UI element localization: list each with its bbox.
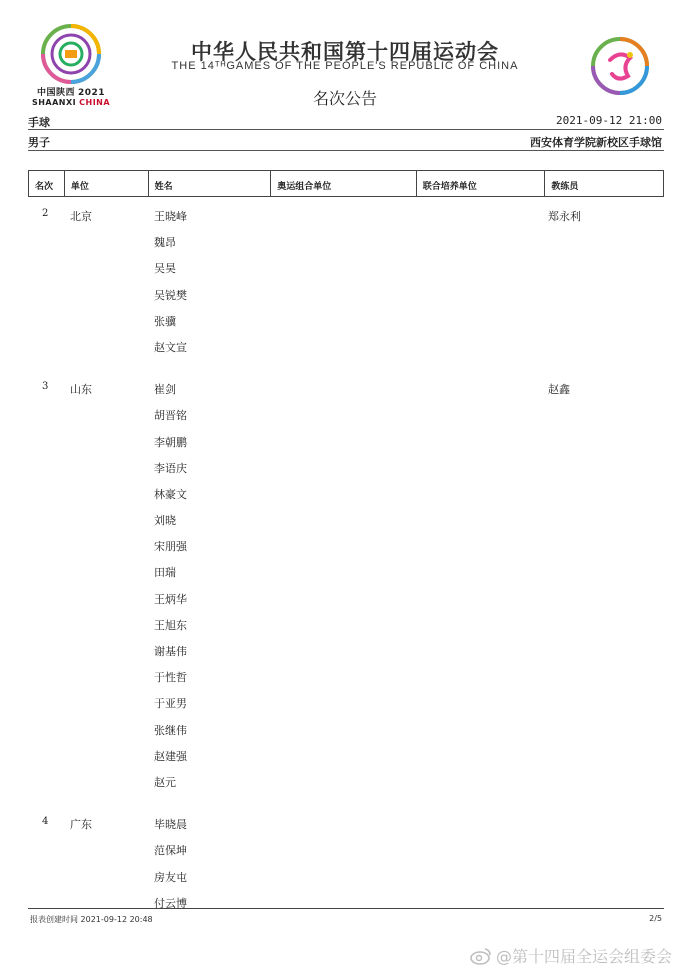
team-row [28,373,664,800]
venue-label: 西安体育学院新校区手球馆 [530,136,662,149]
unit-cell: 山东 [70,383,92,397]
sport-label: 手球 [28,116,50,129]
player-name: 赵建强 [154,749,187,763]
logo-text-year: 2021 [77,88,106,98]
player-name: 田瑞 [154,566,176,580]
table-header [28,170,664,197]
rank-cell: 4 [42,816,49,828]
report-created-time: 报表创建时间 2021-09-12 20:48 [30,915,153,924]
column-header-unit: 单位 [65,171,149,196]
coach-cell: 郑永利 [548,210,581,223]
document-title: 名次公告 [312,89,377,108]
column-header-olympic-unit: 奥运组合单位 [271,171,417,196]
team-row [28,808,664,921]
column-header-coach: 教练员 [551,182,579,192]
logo-text-en: SHAANXI [31,98,77,107]
footer-divider [28,908,664,909]
player-name: 刘晓 [154,514,176,528]
player-name: 胡晋铭 [154,409,187,423]
player-name: 魏昂 [154,236,176,250]
player-list [154,200,664,365]
watermark-text: @第十四届全运会组委会 [495,947,672,966]
player-list [154,373,664,800]
player-name: 张骥 [154,314,176,328]
team-row [28,200,664,365]
player-name: 于性哲 [154,671,187,685]
player-name: 宋朋强 [154,540,187,554]
player-name: 范保坤 [154,844,187,858]
gender-label: 男子 [28,136,50,149]
player-name: 王旭东 [154,618,187,632]
games-subtitle: THE 14ᵀᴴGAMES OF THE PEOPLE'S REPUBLIC OF CHINA [171,60,519,72]
logo-text-cn: 中国陕西 [36,88,75,98]
player-name: 房友屯 [154,870,187,884]
watermark [470,944,672,967]
player-name: 王炳华 [154,592,187,606]
player-name: 毕晓晨 [154,818,187,832]
player-name: 李语庆 [154,461,187,475]
coach-cell: 赵鑫 [548,383,570,397]
player-name: 赵元 [154,775,176,789]
player-name: 李朝鹏 [154,435,187,449]
player-name: 于亚男 [154,697,187,711]
weibo-icon [470,947,492,965]
results-table-body [28,200,664,921]
rank-cell: 2 [42,208,49,219]
logo-text-china: CHINA [79,98,111,107]
player-name: 赵文宣 [154,340,187,354]
games-title: 中华人民共和国第十四届运动会 [191,39,499,64]
column-header-name: 姓名 [149,171,272,196]
player-name: 付云博 [154,896,187,910]
divider [28,129,664,130]
unit-cell: 北京 [70,210,92,223]
player-name: 王晓峰 [154,210,187,223]
player-list [154,808,664,921]
player-name: 谢基伟 [154,645,187,658]
player-name: 崔剑 [154,383,176,397]
unit-cell: 广东 [70,818,92,832]
games-emblem-icon [41,24,101,84]
divider [28,150,664,151]
player-name: 吴昊 [154,262,176,276]
column-header-rank: 名次 [29,171,65,196]
player-name: 张继伟 [154,723,187,737]
player-name: 吴锐樊 [154,288,187,302]
page-number: 2/5 [649,914,662,923]
rank-cell: 3 [42,381,49,393]
column-header-joint-unit: 联合培养单位 [417,171,546,196]
datetime-label: 2021-09-12 21:00 [556,114,662,127]
player-name: 林豪文 [154,487,187,501]
